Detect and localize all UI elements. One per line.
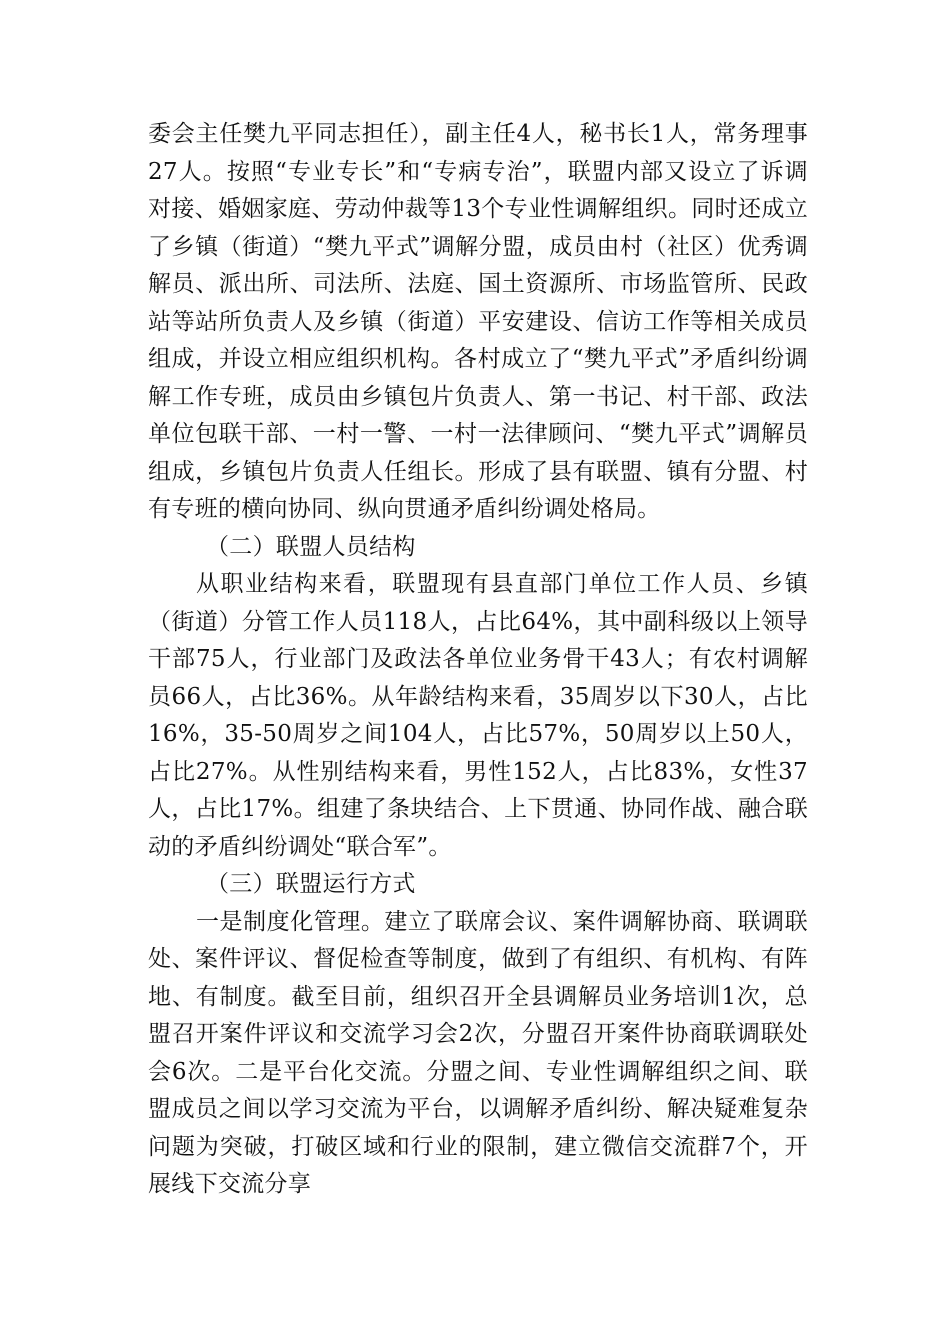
document-body <box>148 116 808 1204</box>
section-heading-member-structure: （二）联盟人员结构 <box>206 533 416 560</box>
paragraph-member-structure: 从职业结构来看，联盟现有县直部门单位工作人员、乡镇（街道）分管工作人员118人，占比64%，其中副科级以上领导干部75人，行业部门及政法各单位业务骨干43人；有农村调解员66人，占比36%。从年龄结构来看，35周岁以下30人，占比16%，35-50周岁之间104人，占比57%，50周岁以上50人，占比27%。从性别结构来看，男性152人，占比83%，女性37人，占比17%。组建了条块结合、上下贯通、协同作战、融合联动的矛盾纠纷调处“联合军”。 <box>148 571 808 860</box>
paragraph-operation-mode: 一是制度化管理。建立了联席会议、案件调解协商、联调联处、案件评议、督促检查等制度，做到了有组织、有机构、有阵地、有制度。截至目前，组织召开全县调解员业务培训1次，总盟召开案件评议和交流学习会2次，分盟召开案件协商联调联处会6次。二是平台化交流。分盟之间、专业性调解组织之间、联盟成员之间以学习交流为平台，以调解矛盾纠纷、解决疑难复杂问题为突破，打破区域和行业的限制，建立微信交流群7个，开展线下交流分享 <box>148 908 808 1197</box>
paragraph-alliance-organization: 委会主任樊九平同志担任），副主任4人，秘书长1人，常务理事27人。按照“专业专长”和“专病专治”，联盟内部又设立了诉调对接、婚姻家庭、劳动仲裁等13个专业性调解组织。同时还成立了乡镇（街道）“樊九平式”调解分盟，成员由村（社区）优秀调解员、派出所、司法所、法庭、国土资源所、市场监管所、民政站等站所负责人及乡镇（街道）平安建设、信访工作等相关成员组成，并设立相应组织机构。各村成立了“樊九平式”矛盾纠纷调解工作专班，成员由乡镇包片负责人、第一书记、村干部、政法单位包联干部、一村一警、一村一法律顾问、“樊九平式”调解员组成，乡镇包片负责人任组长。形成了县有联盟、镇有分盟、村有专班的横向协同、纵向贯通矛盾纠纷调处格局。 <box>148 121 808 522</box>
section-heading-operation-mode: （三）联盟运行方式 <box>206 871 416 897</box>
